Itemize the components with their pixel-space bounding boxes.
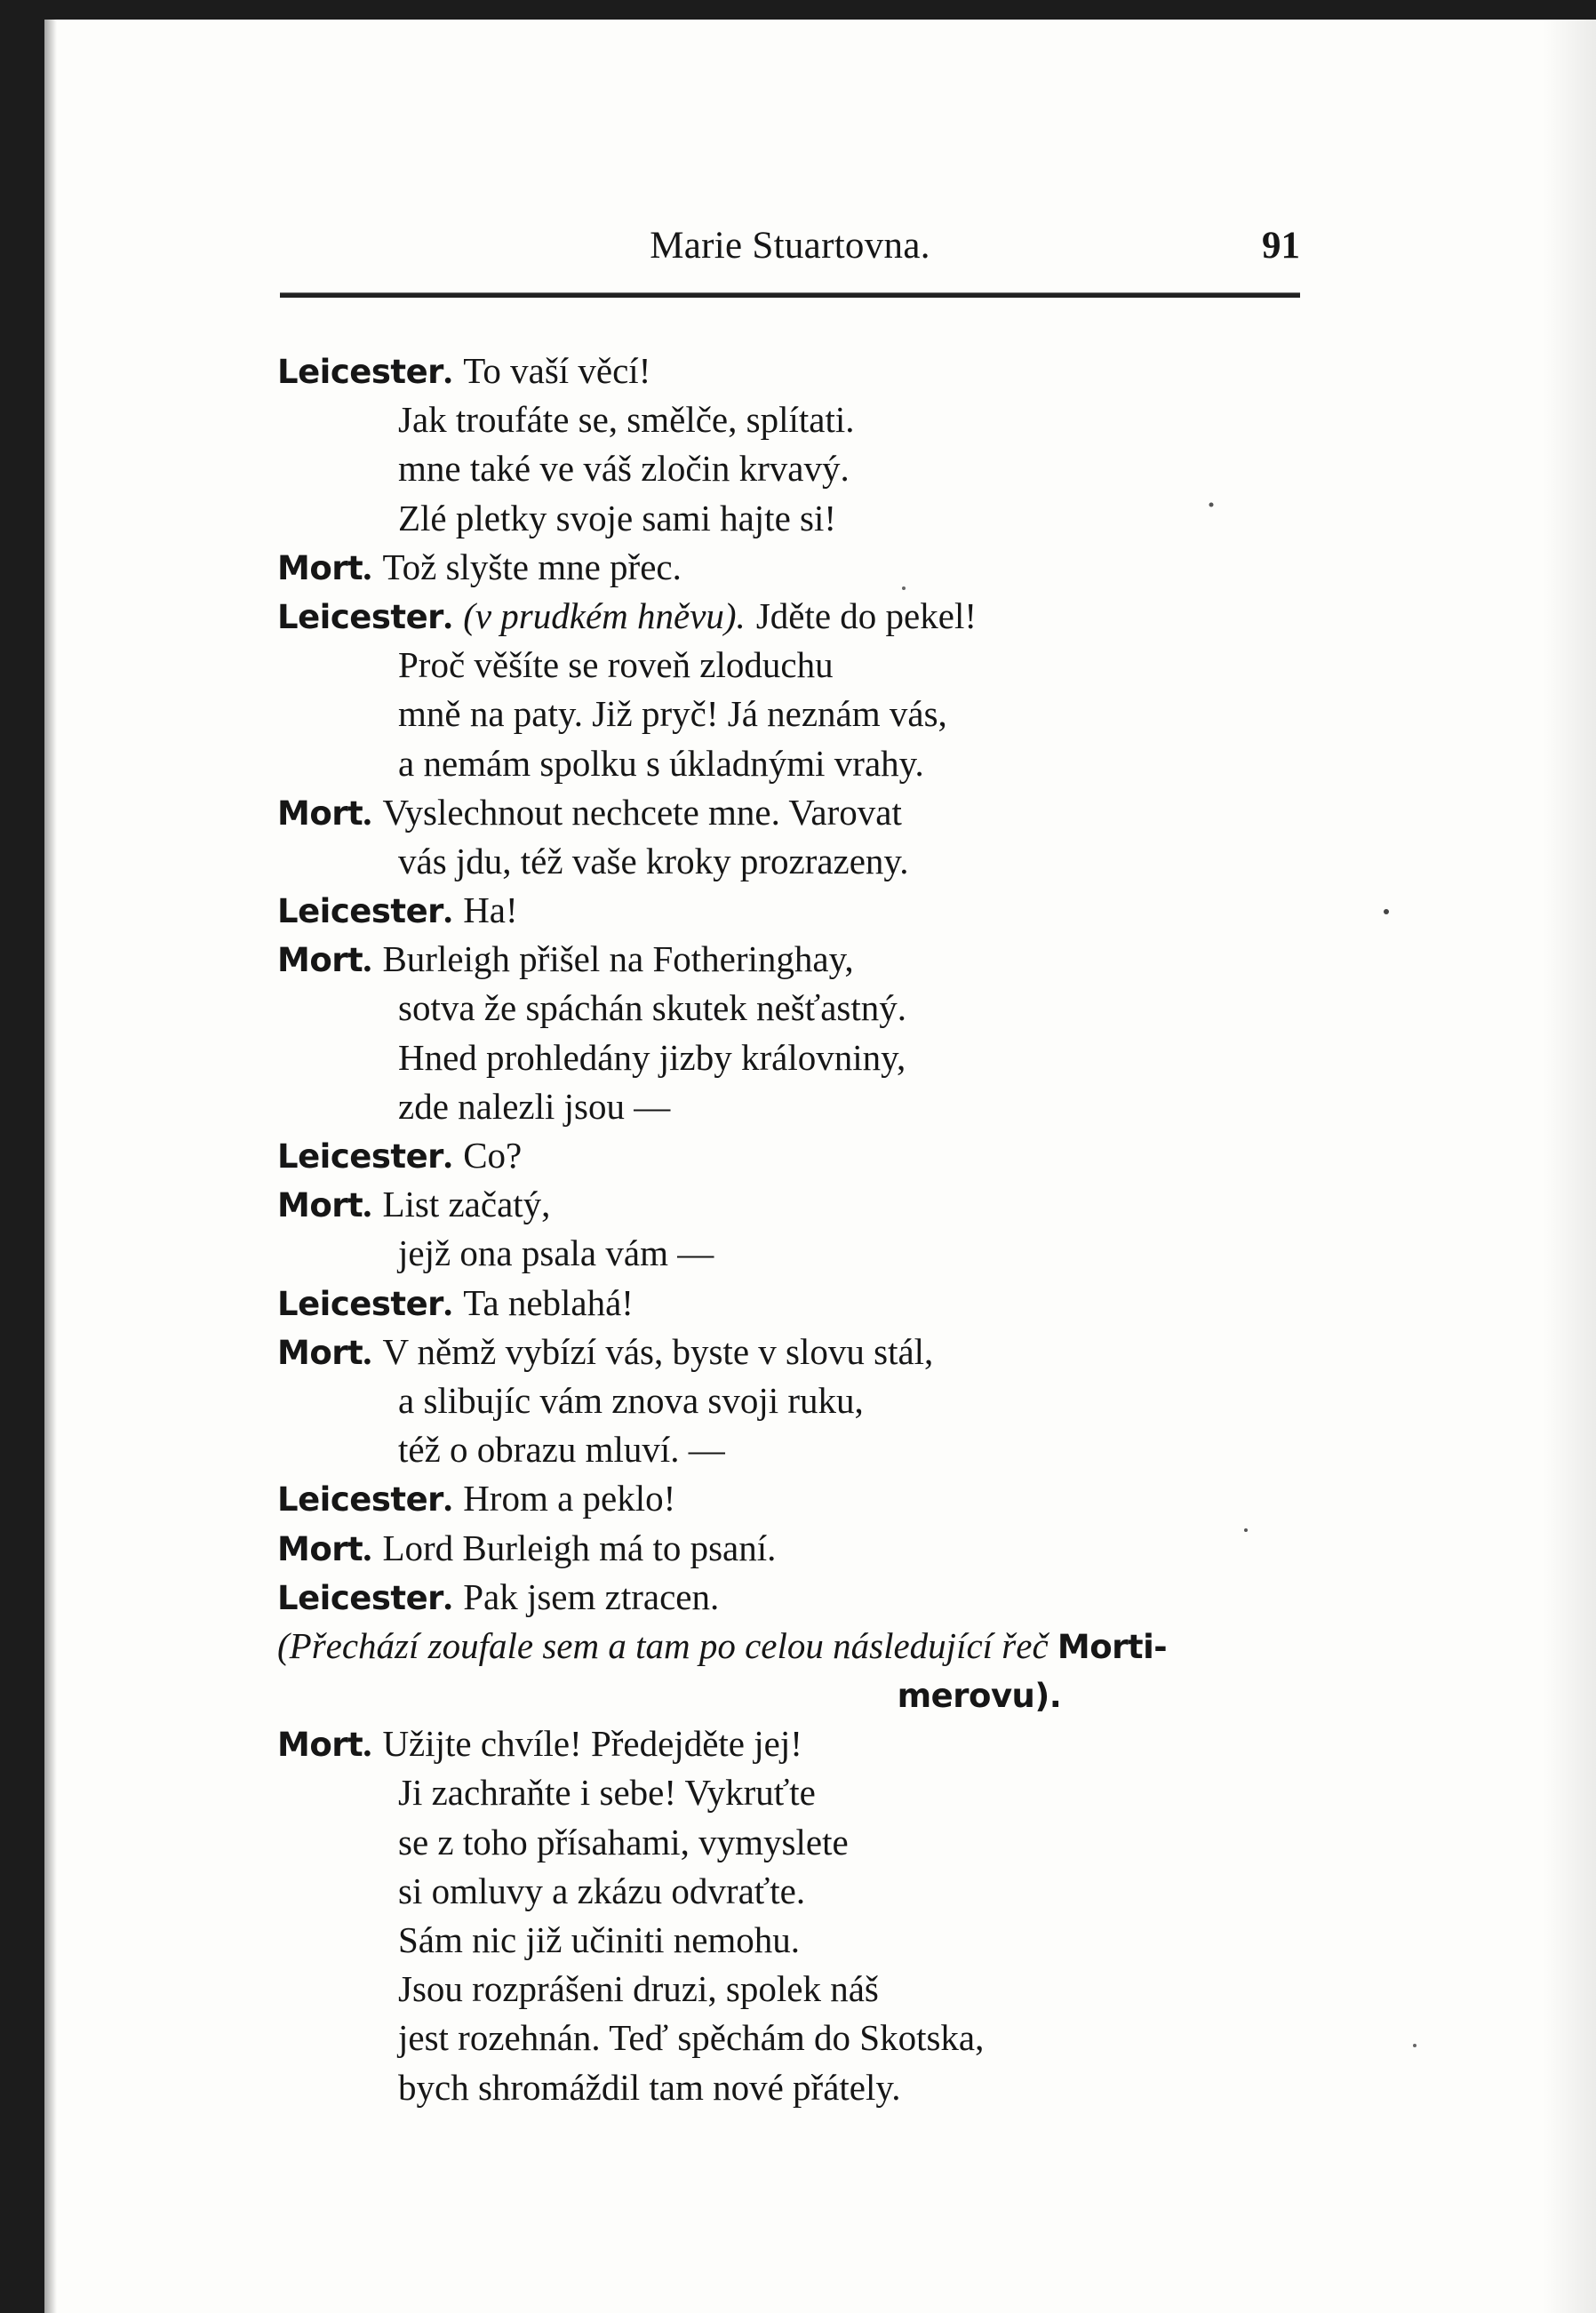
speck xyxy=(1244,1528,1248,1532)
speaker-name: Mort xyxy=(277,1726,363,1765)
book-page xyxy=(44,20,1596,2313)
spoken-text: vás jdu, též vaše kroky prozrazeny. xyxy=(398,840,909,881)
spoken-text: se z toho přísahami, vymyslete xyxy=(398,1821,849,1862)
spoken-text: mne také ve váš zločin krvavý. xyxy=(398,448,850,490)
spoken-text: Vyslechnout nechcete mne. Varovat xyxy=(382,791,902,833)
speaker-name: Leicester xyxy=(277,1137,443,1176)
spoken-text: a nemám spolku s úkladnými vrahy. xyxy=(398,742,924,784)
speaker-period: . xyxy=(443,350,453,391)
speaker-period: . xyxy=(443,1575,453,1617)
spoken-text: Hned prohledány jizby královniny, xyxy=(398,1036,906,1078)
speaker-period: . xyxy=(363,938,372,980)
speaker-name: Leicester xyxy=(277,1480,443,1519)
stage-direction-text: (Přechází zoufale sem a tam po celou následující řeč xyxy=(277,1624,1049,1666)
speaker-period: . xyxy=(443,594,453,636)
spoken-text: Ta neblahá! xyxy=(463,1281,634,1323)
stage-direction-name-part1: Morti- xyxy=(1057,1627,1168,1666)
speaker-name: Mort xyxy=(277,1333,363,1372)
speaker-name: Mort xyxy=(277,1186,363,1225)
spoken-text: Sám nic již učiniti nemohu. xyxy=(398,1919,801,1960)
spoken-text: sotva že spáchán skutek nešťastný. xyxy=(398,987,906,1029)
spoken-text: Lord Burleigh má to psaní. xyxy=(382,1527,777,1568)
running-title: Marie Stuartovna. xyxy=(650,225,930,267)
speaker-name: Leicester xyxy=(277,597,443,636)
spoken-text: mně na paty. Již pryč! Já neznám vás, xyxy=(398,693,947,735)
spoken-text: a slibujíc vám znova svoji ruku, xyxy=(398,1379,864,1421)
spoken-text: Hrom a peklo! xyxy=(463,1478,676,1519)
speaker-period: . xyxy=(443,1478,453,1519)
spoken-text: též o obrazu mluví. — xyxy=(398,1429,725,1471)
speck xyxy=(1413,2044,1416,2047)
speaker-name: Mort xyxy=(277,1529,363,1568)
spoken-text: Pak jsem ztracen. xyxy=(463,1575,720,1617)
speaker-period: . xyxy=(363,1184,372,1225)
stage-direction-name-part2: merovu). xyxy=(897,1677,1062,1716)
speaker-period: . xyxy=(363,1330,372,1372)
speaker-period: . xyxy=(443,889,453,931)
spoken-text: Ji zachraňte i sebe! Vykruťte xyxy=(398,1772,816,1814)
spoken-text: Tož slyšte mne přec. xyxy=(382,546,682,587)
spoken-text: Jak troufáte se, smělče, splítati. xyxy=(398,399,855,441)
page-number: 91 xyxy=(1262,225,1300,267)
speaker-name: Leicester xyxy=(277,1284,443,1323)
spoken-text: To vaší věcí! xyxy=(463,350,651,391)
spoken-text: Ha! xyxy=(463,889,518,931)
spoken-text: Proč věšíte se roveň zloduchu xyxy=(398,644,834,686)
spoken-text: bych shromáždil tam nové přátely. xyxy=(398,2066,901,2108)
paper-specks xyxy=(44,20,1596,2313)
spoken-text: jejž ona psala vám — xyxy=(398,1232,714,1274)
spoken-text: Jsou rozprášeni druzi, spolek náš xyxy=(398,1968,879,2010)
spoken-text: jest rozehnán. Teď spěchám do Skotska, xyxy=(398,2017,985,2059)
speaker-name: Leicester xyxy=(277,1578,443,1617)
spoken-text: List začatý, xyxy=(382,1184,551,1225)
spoken-text: zde nalezli jsou — xyxy=(398,1085,671,1127)
speaker-period: . xyxy=(363,1527,372,1568)
spoken-text: Užijte chvíle! Předejděte jej! xyxy=(382,1723,802,1765)
speaker-period: . xyxy=(443,1281,453,1323)
speaker-name: Mort xyxy=(277,941,363,980)
speaker-period: . xyxy=(363,546,372,587)
speck xyxy=(902,586,906,590)
spoken-text: Zlé pletky svoje sami hajte si! xyxy=(398,497,837,538)
stage-aside: (v prudkém hněvu). xyxy=(463,594,746,636)
spoken-text: Jděte do pekel! xyxy=(755,594,977,636)
speaker-period: . xyxy=(443,1135,453,1176)
speaker-name: Leicester xyxy=(277,892,443,931)
speaker-name: Mort xyxy=(277,794,363,833)
spoken-text: Co? xyxy=(463,1135,523,1176)
speaker-period: . xyxy=(363,1723,372,1765)
speaker-name: Leicester xyxy=(277,353,443,391)
spoken-text: Burleigh přišel na Fotheringhay, xyxy=(382,938,854,980)
speaker-period: . xyxy=(363,791,372,833)
speck xyxy=(1209,503,1214,507)
spoken-text: V němž vybízí vás, byste v slovu stál, xyxy=(382,1330,934,1372)
spoken-text: si omluvy a zkázu odvraťte. xyxy=(398,1870,806,1911)
speck xyxy=(1384,909,1389,914)
speaker-name: Mort xyxy=(277,548,363,587)
